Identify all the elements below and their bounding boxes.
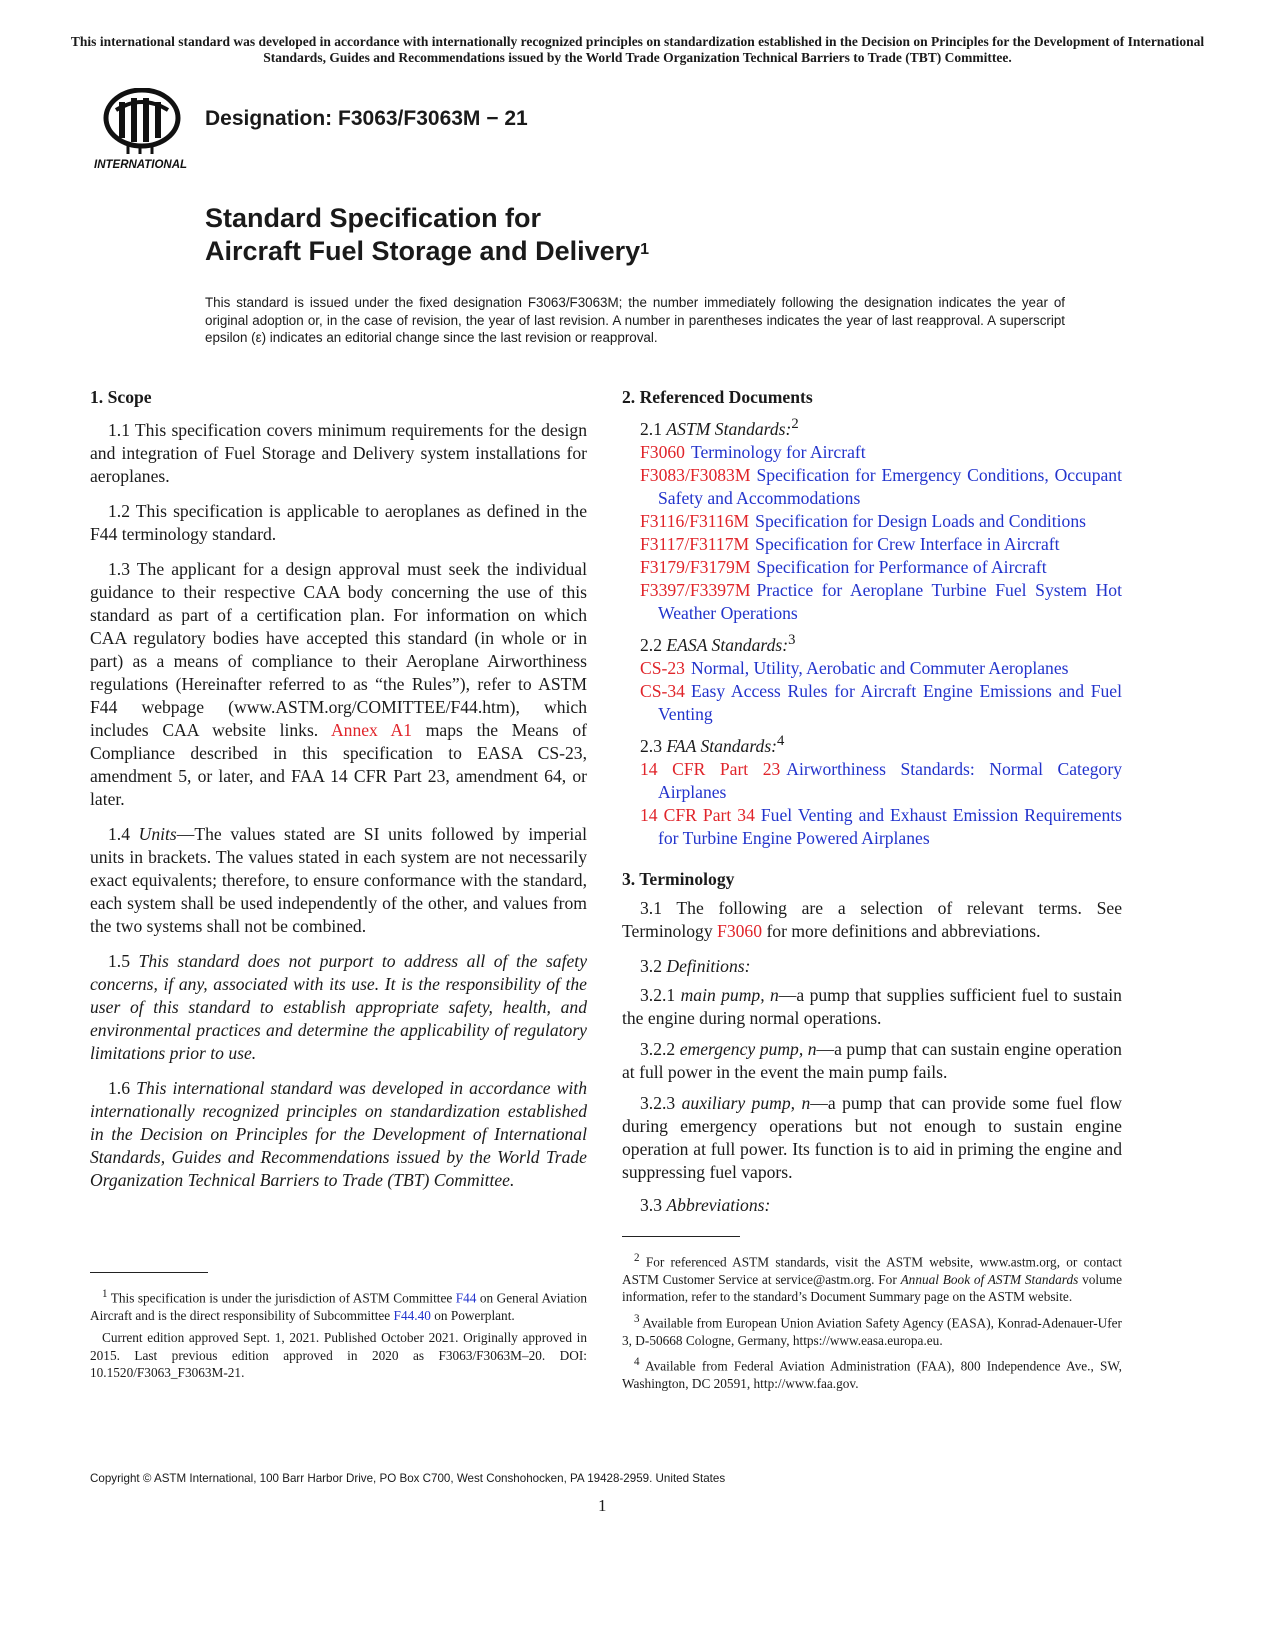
footnote-divider-right [622, 1236, 740, 1237]
definition-auxiliary-pump [622, 1092, 1122, 1184]
def-2-num: 3.2.2 [640, 1038, 676, 1059]
faa-ref-title[interactable]: Fuel Venting and Exhaust Emission Requirements for Turbine Engine Powered Airplanes [658, 804, 1123, 848]
faa-standards-label [622, 730, 1122, 758]
para-1-4-text: —The values stated are SI units followed by imperial units in brackets. The values stated in each system are not necessarily exact equivalents; therefore, to ensure conformance with the standard, each system shall be used independently of the other, and values from the two systems shall not be combined. [90, 824, 587, 936]
faa-label-num: 2.3 [640, 735, 662, 756]
faa-ref-code[interactable]: 14 CFR Part 23 [640, 758, 781, 779]
para-1-6 [90, 1077, 587, 1192]
footnotes-left [90, 1286, 587, 1387]
footnote-2-italic: Annual Book of ASTM Standards [900, 1271, 1079, 1287]
section-heading-terminology: 3. Terminology [622, 868, 735, 889]
easa-ref-item[interactable] [622, 680, 1122, 726]
astm-ref-code[interactable]: F3060 [640, 441, 685, 462]
footnote-1-mark: 1 [102, 1288, 108, 1300]
footnote-2 [622, 1250, 1122, 1306]
para-1-6-text: This international standard was developed in accordance with internationally recognized principles on standardization established in the Decision on Principles for the Development of International Standards, Guides and Recommendations issued by the World Trade Organization Technical Barriers to Trade (TBT) Committee. [90, 1078, 587, 1190]
faa-standards-list [622, 758, 1122, 850]
faa-ref-item[interactable] [622, 804, 1122, 850]
astm-footnote-mark[interactable]: 2 [791, 416, 799, 432]
def-2-term: emergency pump, n [679, 1038, 817, 1059]
para-1-2: 1.2 This specification is applicable to aeroplanes as defined in the F44 terminology standard. [90, 501, 587, 544]
def-2-text: —a pump that can sustain engine operation at full power in the event the main pump fails. [622, 1038, 1122, 1082]
astm-ref-title[interactable]: Practice for Aeroplane Turbine Fuel System Hot Weather Operations [658, 579, 1122, 623]
para-1-5-num: 1.5 [108, 951, 130, 971]
easa-footnote-mark[interactable]: 3 [788, 631, 796, 648]
para-3-1-text: 3.1 The following are a selection of relevant terms. See Terminology [622, 897, 1122, 941]
footnote-3-text: Available from European Union Aviation Safety Agency (EASA), Konrad-Adenauer-Ufer 3, D-50668 Cologne, Germany, https://www.easa.europa.eu. [622, 1315, 1122, 1348]
footnote-4 [622, 1354, 1122, 1392]
logo-text: INTERNATIONAL [94, 159, 188, 171]
para-1-3-text-end: maps the Means of Compliance described in this specification to EASA CS-23, amendment 5, or later, and FAA 14 CFR Part 23, amendment 64, or later. [90, 720, 587, 809]
astm-ref-code[interactable]: F3397/F3397M [640, 579, 751, 600]
astm-ref-code[interactable]: F3083/F3083M [640, 464, 751, 485]
def-1-term: main pump, n [680, 984, 779, 1005]
astm-logo [92, 88, 196, 172]
definitions-num: 3.2 [640, 955, 662, 976]
footnote-1 [90, 1286, 587, 1324]
footnote-divider-left [90, 1272, 208, 1273]
para-1-3-text: 1.3 The applicant for a design approval must seek the individual guidance to their respective CAA body concerning the use of this standard as part of a certification plan. For information on which CAA regulatory bodies have accepted this standard (in whole or in part) as a means of compliance to their Aeroplane Airworthiness regulations (Hereinafter referred to as “the Rules”), refer to ASTM F44 webpage (www.ASTM.org/COMITTEE/F44.htm), which includes CAA website links. [90, 559, 587, 740]
astm-label-text: ASTM Standards: [666, 418, 792, 439]
def-3-text: —a pump that can provide some fuel flow during emergency operations but not enough to sustain engine operation at full power. Its function is to aid in priming the engine and suppressing fuel vapors. [622, 1092, 1122, 1182]
footnote-4-mark: 4 [634, 1356, 640, 1369]
astm-ref-title[interactable]: Specification for Crew Interface in Aircraft [755, 533, 1060, 554]
astm-logo-mark [92, 88, 196, 172]
astm-ref-title[interactable]: Specification for Performance of Aircraft [756, 556, 1047, 577]
tbt-notice: This international standard was developed in accordance with internationally recognized principles on standardization established in the Decision on Principles for the Development of International Standards, Guides and Recommendations issued by the World Trade Organization Technical Barriers to Trade (TBT) Committee. [70, 34, 1205, 65]
faa-ref-item[interactable] [622, 758, 1122, 804]
para-1-6-num: 1.6 [108, 1078, 130, 1098]
para-1-4-num: 1.4 [108, 824, 130, 844]
easa-ref-code[interactable]: CS-34 [640, 680, 685, 701]
page-number: 1 [598, 1496, 607, 1515]
astm-ref-title[interactable]: Specification for Design Loads and Conditions [755, 510, 1086, 531]
def-1-num: 3.2.1 [640, 984, 676, 1005]
para-1-5-text: This standard does not purport to address all of the safety concerns, if any, associated with its use. It is the responsibility of the user of this standard to establish appropriate safety, health, and environmental practices and determine the applicability of regulatory limitations prior to use. [90, 951, 588, 1063]
definitions-text: Definitions: [666, 955, 751, 976]
astm-ref-title[interactable]: Specification for Emergency Conditions, Occupant Safety and Accommodations [658, 464, 1122, 508]
easa-label-text: EASA Standards: [666, 634, 789, 655]
astm-label-num: 2.1 [640, 418, 662, 439]
section-heading-scope: 1. Scope [90, 387, 152, 407]
designation: Designation: F3063/F3063M − 21 [205, 107, 528, 130]
astm-ref-code[interactable]: F3117/F3117M [640, 533, 750, 554]
para-1-3 [90, 558, 587, 811]
astm-ref-code[interactable]: F3179/F3179M [640, 556, 751, 577]
footnote-2-mark: 2 [634, 1252, 640, 1264]
def-3-term: auxiliary pump, n [681, 1092, 811, 1113]
footnote-2-text: For referenced ASTM standards, visit the ASTM website, www.astm.org, or contact ASTM Customer Service at service@astm.org. For [622, 1254, 1123, 1287]
astm-ref-item[interactable] [622, 579, 1122, 625]
f44-40-link[interactable]: F44.40 [393, 1307, 431, 1323]
astm-ref-code[interactable]: F3116/F3116M [640, 510, 750, 531]
faa-ref-code[interactable]: 14 CFR Part 34 [640, 804, 755, 825]
para-1-5 [90, 950, 587, 1065]
footnote-1-text-end: on Powerplant. [434, 1307, 515, 1323]
footnotes-right [622, 1250, 1122, 1398]
section-heading-referenced-documents: 2. Referenced Documents [622, 387, 813, 407]
document-title [205, 202, 649, 268]
definitions-label [622, 955, 1122, 978]
easa-standards-list [622, 657, 1122, 726]
astm-ref-item[interactable] [622, 464, 1122, 510]
para-1-4 [90, 823, 587, 938]
def-3-num: 3.2.3 [640, 1092, 676, 1113]
issuance-note: This standard is issued under the fixed designation F3063/F3063M; the number immediately following the designation indicates the year of original adoption or, in the case of revision, the year of last revision. A number in parentheses indicates the year of last reapproval. A superscript epsilon (ε) indicates an editorial change since the last revision or reapproval. [205, 295, 1065, 345]
footnote-3 [622, 1311, 1122, 1349]
faa-label-text: FAA Standards: [666, 735, 778, 756]
definition-emergency-pump [622, 1038, 1122, 1084]
footnote-1-text-mid: on General Aviation Aircraft and is the direct responsibility of Subcommittee [90, 1290, 587, 1323]
title-footnote-mark[interactable]: 1 [640, 241, 650, 258]
easa-ref-item[interactable] [622, 657, 1122, 680]
right-column [622, 386, 1122, 1223]
footnote-3-mark: 3 [634, 1312, 640, 1325]
footnote-1-text: This specification is under the jurisdiction of ASTM Committee [110, 1290, 453, 1306]
para-3-1 [622, 897, 1122, 943]
faa-ref-title[interactable]: Airworthiness Standards: Normal Category Airplanes [658, 758, 1122, 802]
abbreviations-num: 3.3 [640, 1194, 662, 1215]
f3060-link[interactable]: F3060 [717, 920, 763, 941]
title-line-2-text: Aircraft Fuel Storage and Delivery [205, 236, 641, 266]
faa-footnote-mark[interactable]: 4 [777, 732, 785, 749]
copyright-notice: Copyright © ASTM International, 100 Barr Harbor Drive, PO Box C700, West Conshohocken, PA 19428-2959. United States [90, 1472, 726, 1485]
abbreviations-text: Abbreviations: [666, 1194, 771, 1215]
footnote-edition: Current edition approved Sept. 1, 2021. Published October 2021. Originally approved in 2015. Last previous edition approved in 2020 as F3063/F3063M–20. DOI: 10.1520/F3063_F3063M-21. [90, 1330, 587, 1381]
easa-ref-code[interactable]: CS-23 [640, 657, 685, 678]
def-1-text: —a pump that supplies sufficient fuel to sustain the engine during normal operations. [622, 984, 1122, 1028]
astm-standards-label [622, 413, 1122, 441]
astm-ref-title[interactable]: Terminology for Aircraft [690, 441, 866, 462]
astm-ref-item[interactable] [622, 533, 1122, 556]
footnote-2-text-end: volume information, refer to the standard’s Document Summary page on the ASTM website. [622, 1271, 1122, 1305]
left-column [90, 386, 587, 1204]
definition-main-pump [622, 984, 1122, 1030]
easa-standards-label [622, 629, 1122, 657]
easa-ref-title[interactable]: Easy Access Rules for Aircraft Engine Emissions and Fuel Venting [658, 680, 1122, 724]
para-3-1-text-end: for more definitions and abbreviations. [766, 920, 1041, 941]
para-1-4-term: Units [138, 824, 177, 844]
easa-ref-title[interactable]: Normal, Utility, Aerobatic and Commuter Aeroplanes [690, 657, 1069, 678]
title-line-2 [205, 235, 649, 268]
easa-label-num: 2.2 [640, 634, 662, 655]
annex-a1-link[interactable]: Annex A1 [330, 720, 413, 740]
astm-ref-item[interactable] [622, 441, 1122, 464]
footnote-4-text: Available from Federal Aviation Administration (FAA), 800 Independence Ave., SW, Washington, DC 20591, http://www.faa.gov. [622, 1358, 1123, 1392]
astm-ref-item[interactable] [622, 556, 1122, 579]
title-line-1: Standard Specification for [205, 203, 542, 233]
abbreviations-label [622, 1194, 1122, 1217]
para-1-1: 1.1 This specification covers minimum requirements for the design and integration of Fuel Storage and Delivery system installations for aeroplanes. [90, 420, 587, 486]
f44-link[interactable]: F44 [455, 1290, 477, 1306]
astm-standards-list [622, 441, 1122, 625]
astm-ref-item[interactable] [622, 510, 1122, 533]
